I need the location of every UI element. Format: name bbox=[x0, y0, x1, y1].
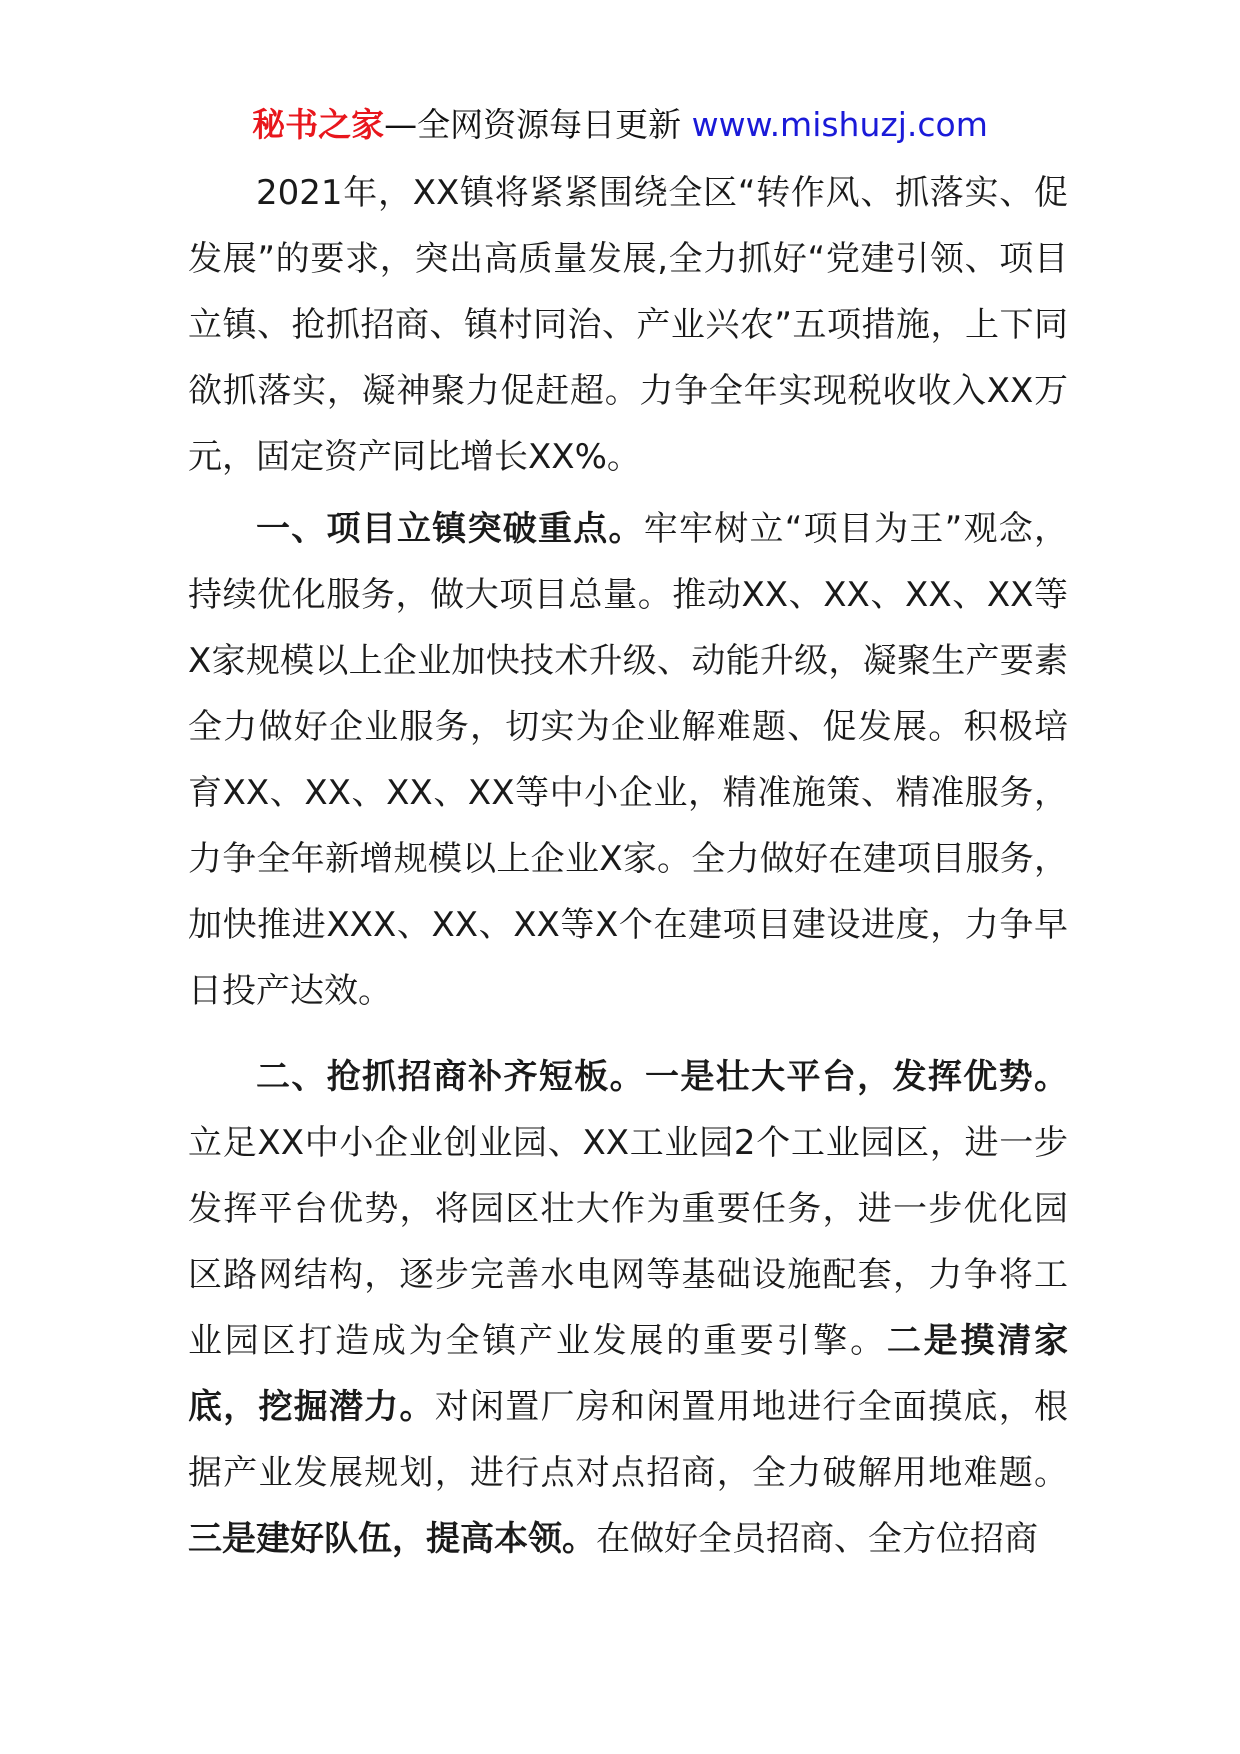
section-1-paragraph bbox=[188, 496, 1068, 1024]
section-1-body: 牢牢树立“项目为王”观念，持续优化服务，做大项目总量。推动XX、XX、XX、XX等X家规模以上企业加快技术升级、动能升级，凝聚生产要素全力做好企业服务，切实为企业解难题、促发展。积极培育XX、XX、XX、XX等中小企业，精准施策、精准服务，力争全年新增规模以上企业X家。全力做好在建项目服务，加快推进XXX、XX、XX等X个在建项目建设进度，力争早日投产达效。 bbox=[188, 509, 1069, 1011]
page-header bbox=[0, 98, 1240, 152]
section-1-heading: 一、项目立镇突破重点。 bbox=[256, 509, 644, 549]
header-tagline: —全网资源每日更新 bbox=[384, 105, 692, 144]
brand-name: 秘书之家 bbox=[252, 105, 385, 144]
intro-paragraph bbox=[188, 160, 1068, 490]
intro-text: 2021年，XX镇将紧紧围绕全区“转作风、抓落实、促发展”的要求，突出高质量发展,全力抓好“党建引领、项目立镇、抢抓招商、镇村同治、产业兴农”五项措施，上下同欲抓落实，凝神聚力促赶超。力争全年实现税收收入XX万元，固定资产同比增长XX%。 bbox=[188, 173, 1068, 477]
section-2-point-2-body: 对闲置厂房和闲置用地进行全面摸底，根据产业发展规划，进行点对点招商，全力破解用地难题。 bbox=[188, 1387, 1068, 1493]
section-2-point-3-body: 在做好全员招商、全方位招商 bbox=[596, 1519, 1038, 1559]
website-link[interactable]: www.mishuzj.com bbox=[691, 105, 988, 144]
section-2-point-1-body: 立足XX中小企业创业园、XX工业园2个工业园区，进一步发挥平台优势，将园区壮大作为重要任务，进一步优化园区路网结构，逐步完善水电网等基础设施配套，力争将工业园区打造成为全镇产业发展的重要引擎。 bbox=[188, 1123, 1068, 1361]
section-2-point-3-title: 三是建好队伍，提高本领。 bbox=[188, 1519, 596, 1559]
document-body bbox=[188, 160, 1068, 1572]
section-2-point-2-title: 二是摸清家底，挖掘潜力。 bbox=[188, 1321, 1069, 1427]
section-2-point-1-title: 一是壮大平台，发挥优势。 bbox=[645, 1057, 1068, 1097]
section-2-heading: 二、抢抓招商补齐短板。 bbox=[256, 1057, 645, 1097]
section-2-paragraph bbox=[188, 1044, 1068, 1572]
